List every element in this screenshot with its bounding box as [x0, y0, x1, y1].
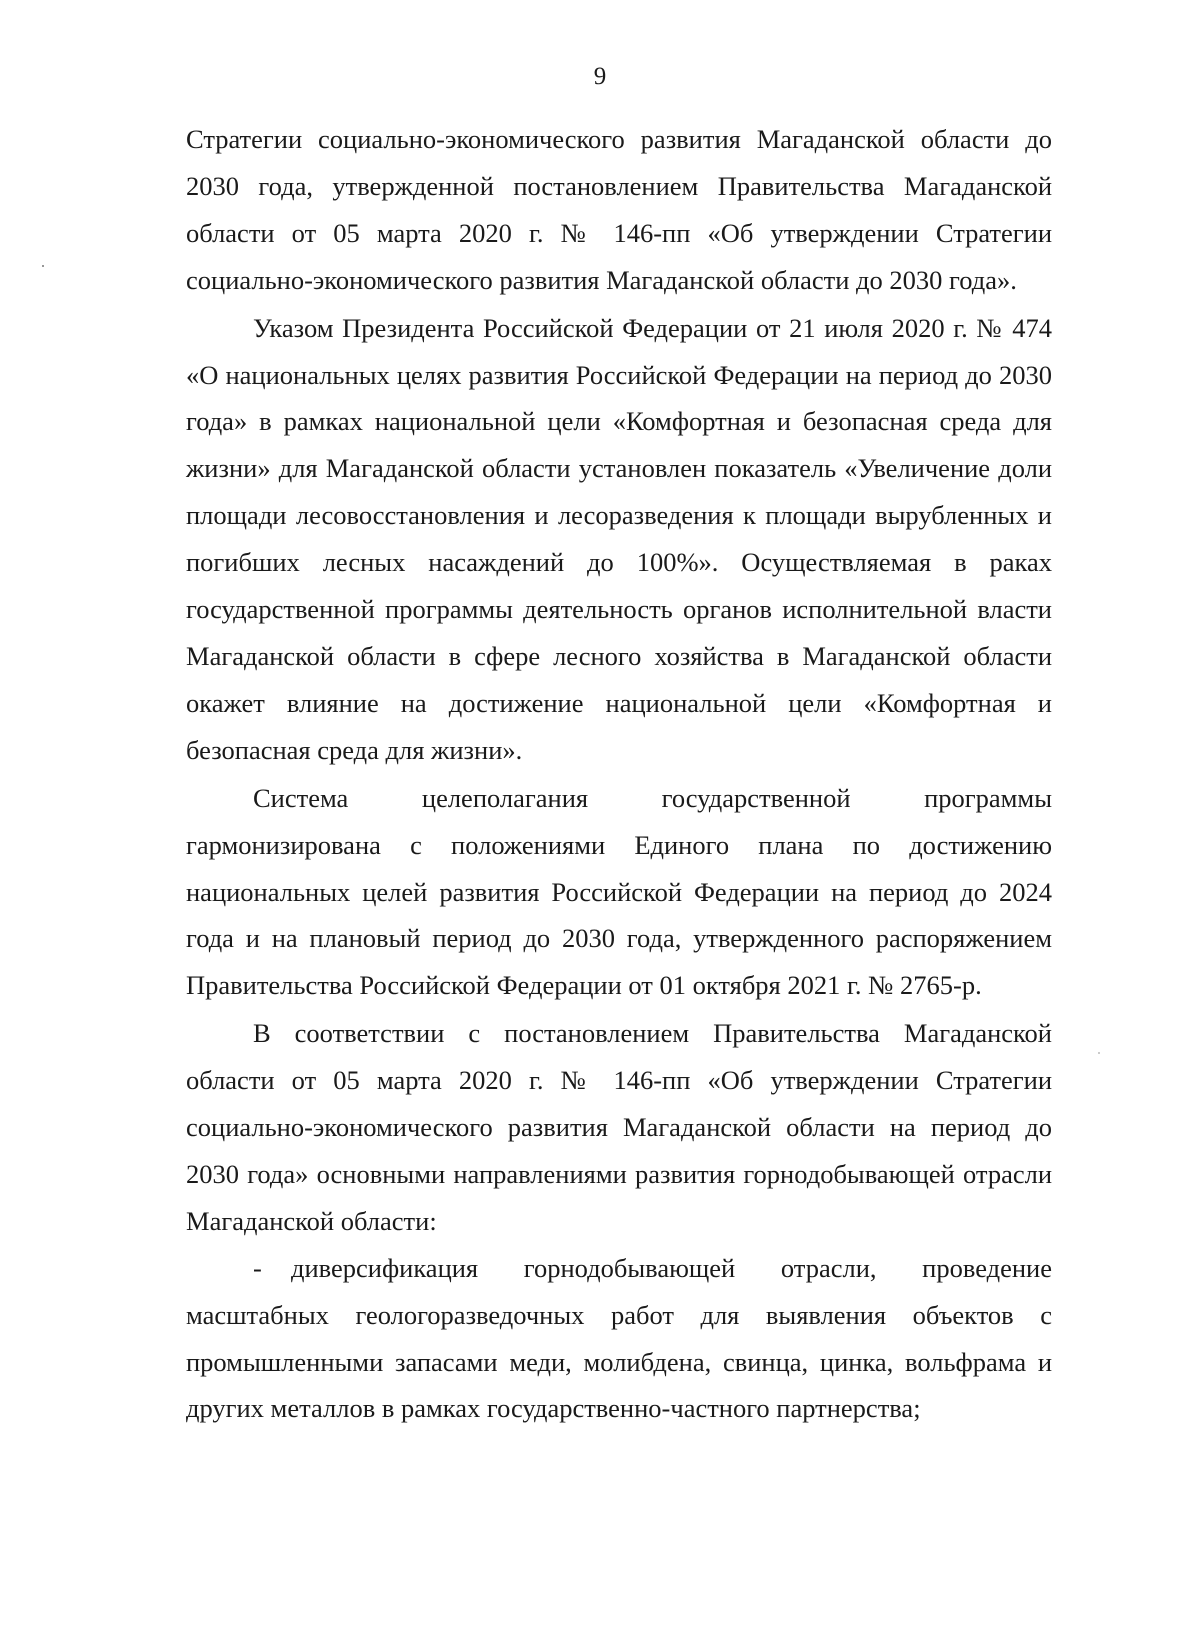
paragraph-mining-directions: В соответствии с постановлением Правительства Магаданской области от 05 марта 2020 г. № 146-пп «Об утверждении Стратегии социально-экономического развития Магаданской области на период до 2030 года» основными направлениями развития горнодобывающей отрасли Магаданской области:: [186, 1018, 1052, 1236]
paragraph-strategy-continuation: Стратегии социально-экономического развития Магаданской области до 2030 года, утвержденной постановлением Правительства Магаданской области от 05 марта 2020 г. № 146-пп «Об утверждении Стратегии социально-экономического развития Магаданской области до 2030 года».: [186, 124, 1052, 295]
list-item-text: диверсификация горнодобывающей отрасли, проведение масштабных геологоразведочных работ для выявления объектов с промышленными запасами меди, молибдена, свинца, цинка, вольфрама и других металлов в рамках государственно-частного партнерства;: [186, 1252, 1052, 1424]
scan-speck: [42, 265, 44, 267]
scan-speck: [1098, 1052, 1100, 1054]
list-item: [186, 1245, 1052, 1433]
document-body: [186, 116, 1052, 1432]
list-item-marker: -: [253, 1252, 262, 1283]
paragraph-presidential-decree: Указом Президента Российской Федерации от 21 июля 2020 г. № 474 «О национальных целях развития Российской Федерации на период до 2030 года» в рамках национальной цели «Комфортная и безопасная среда для жизни» для Магаданской области установлен показатель «Увеличение доли площади лесовосстановления и лесоразведения к площади вырубленных и погибших лесных насаждений до 100%». Осуществляемая в раках государственной программы деятельность органов исполнительной власти Магаданской области в сфере лесного хозяйства в Магаданской области окажет влияние на достижение национальной цели «Комфортная и безопасная среда для жизни».: [186, 312, 1052, 765]
paragraph-goal-setting-system: Система целеполагания государственной программы гармонизирована с положениями Единого плана по достижению национальных целей развития Российской Федерации на период до 2024 года и на плановый период до 2030 года, утвержденного распоряжением Правительства Российской Федерации от 01 октября 2021 г. № 2765-р.: [186, 782, 1052, 1001]
page-number: 9: [593, 63, 607, 90]
